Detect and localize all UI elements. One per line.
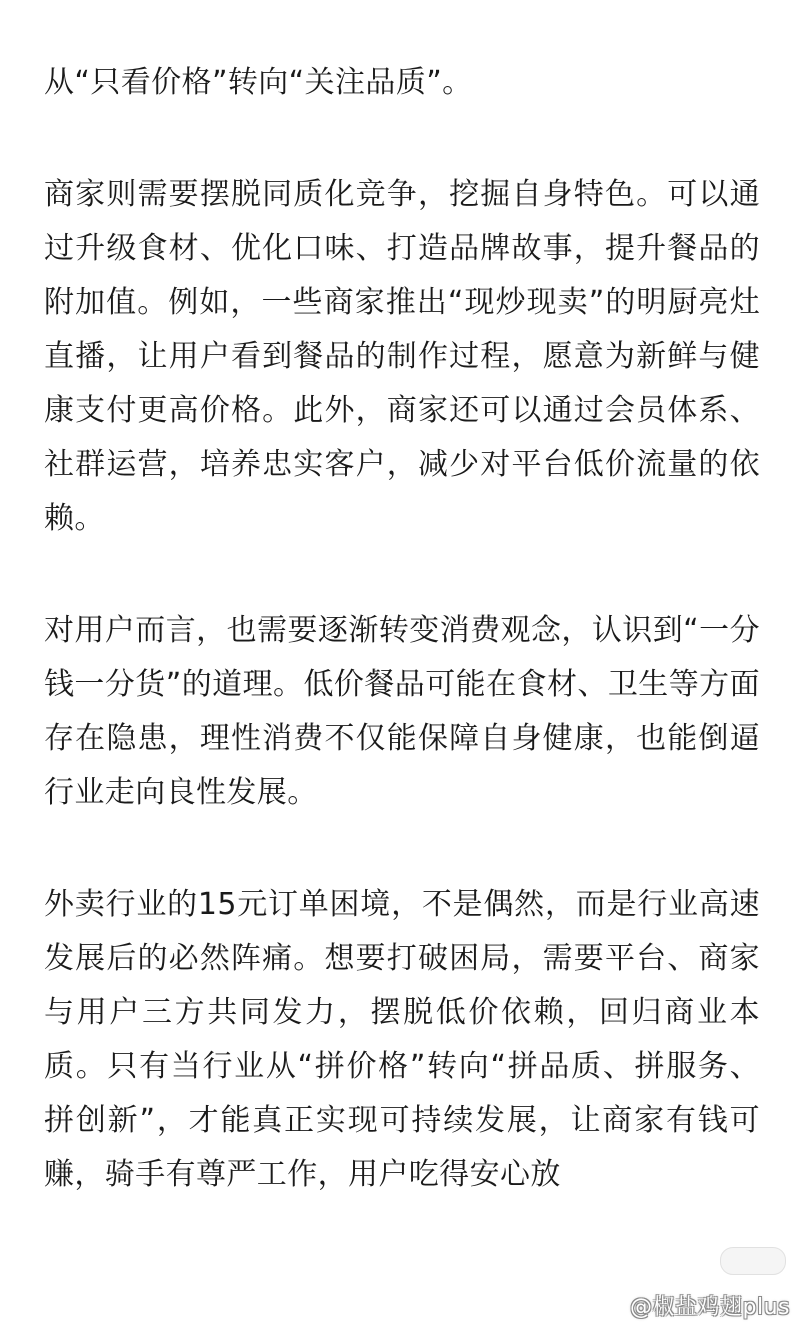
paragraph-2: 商家则需要摆脱同质化竞争，挖掘自身特色。可以通过升级食材、优化口味、打造品牌故事，提升餐品的附加值。例如，一些商家推出“现炒现卖”的明厨亮灶直播，让用户看到餐品的制作过程，愿意为新鲜与健康支付更高价格。此外，商家还可以通过会员体系、社群运营，培养忠实客户，减少对平台低价流量的依赖。 xyxy=(44,177,760,536)
author-watermark: @椒盐鸡翅plus xyxy=(630,1295,790,1320)
paragraph-3: 对用户而言，也需要逐渐转变消费观念，认识到“一分钱一分货”的道理。低价餐品可能在食材、卫生等方面存在隐患，理性消费不仅能保障自身健康，也能倒逼行业走向良性发展。 xyxy=(44,613,760,810)
paragraph-4: 外卖行业的15元订单困境，不是偶然，而是行业高速发展后的必然阵痛。想要打破困局，需要平台、商家与用户三方共同发力，摆脱低价依赖，回归商业本质。只有当行业从“拼价格”转向“拼品质、拼服务、拼创新”，才能真正实现可持续发展，让商家有钱可赚，骑手有尊严工作，用户吃得安心放 xyxy=(44,887,760,1192)
paragraph-1: 从“只看价格”转向“关注品质”。 xyxy=(44,65,473,100)
weibo-badge-icon xyxy=(720,1247,786,1275)
article-body xyxy=(44,56,760,1202)
